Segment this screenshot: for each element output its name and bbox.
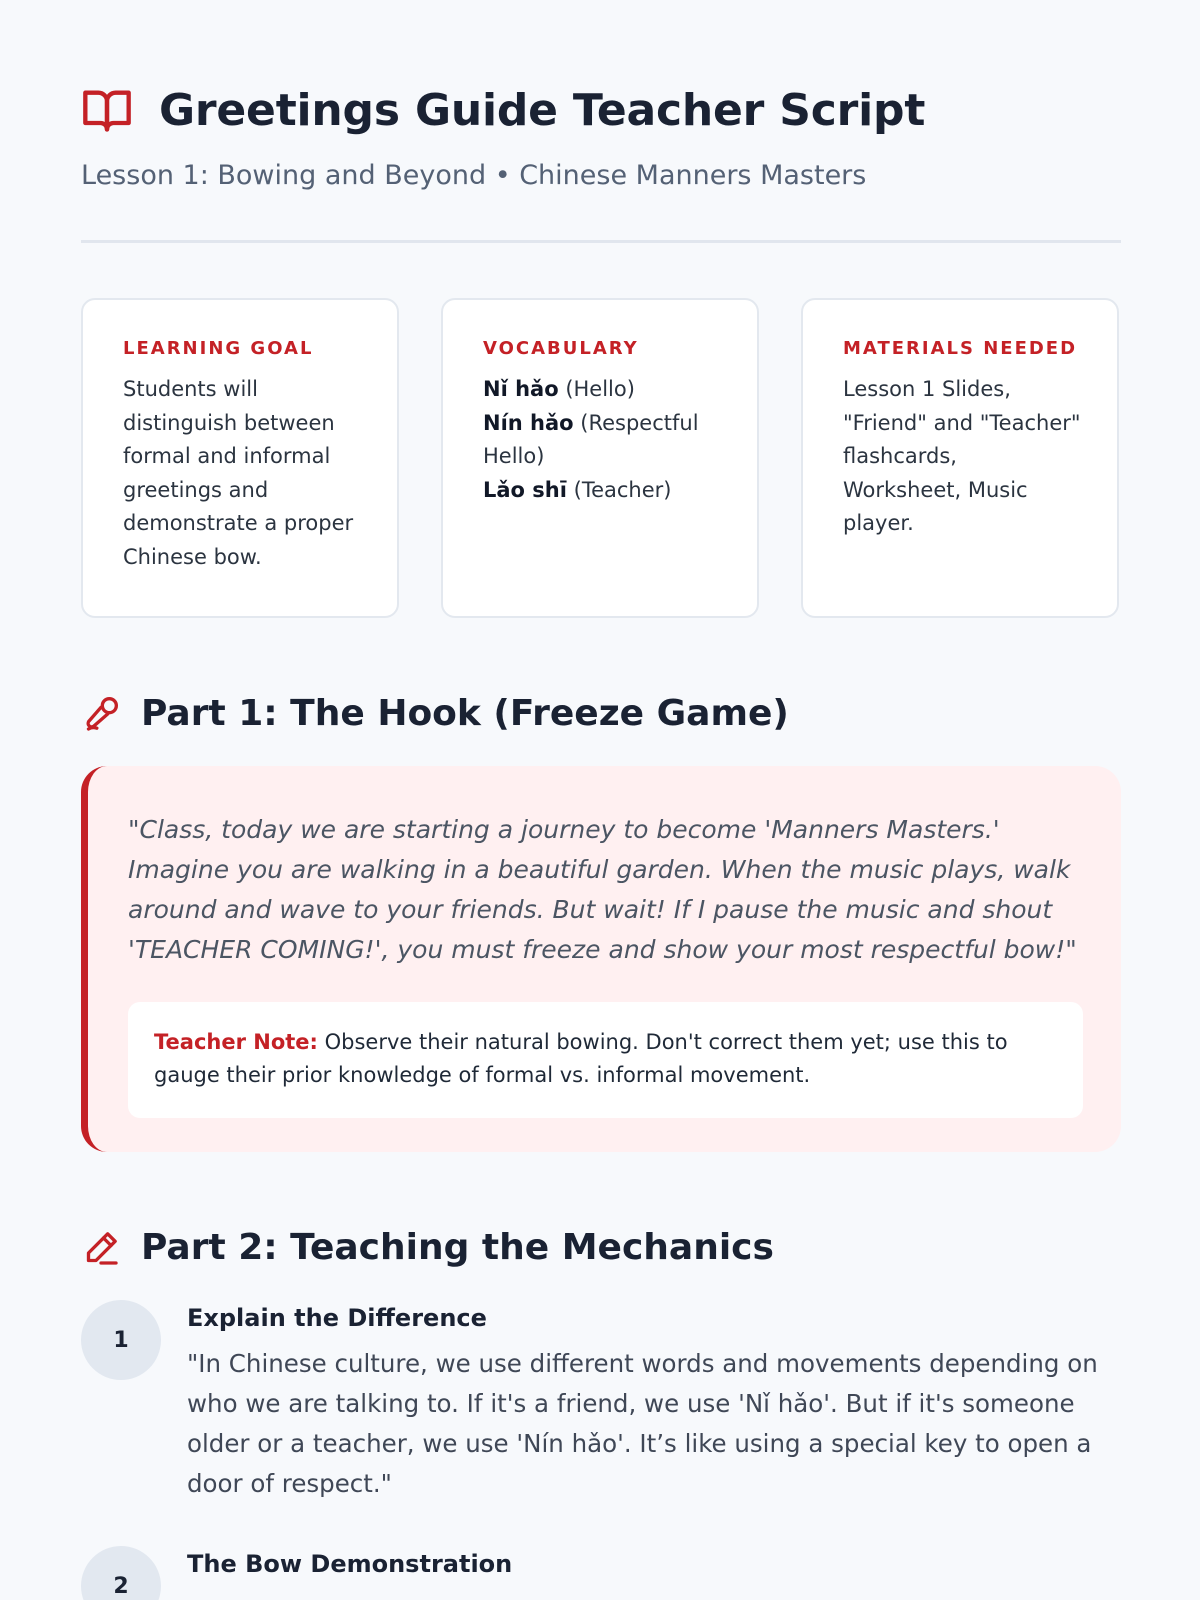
section-title: Part 2: Teaching the Mechanics [141, 1227, 774, 1268]
step-number: 1 [81, 1300, 161, 1380]
header-divider [81, 240, 1121, 243]
vocab-term: Nín hǎo [483, 410, 574, 435]
part2-heading [81, 1227, 774, 1268]
header [81, 84, 925, 136]
step-text: "In Chinese culture, we use different words and movements depending on who we are talking to. If it's a friend, we use 'Nǐ hǎo'. But if it's someone older or a teacher, we use 'Nín hǎo'. It’s like using a special key to open a door of respect." [187, 1349, 1098, 1498]
vocab-meaning: (Teacher) [566, 477, 672, 502]
microphone-icon [81, 694, 121, 734]
vocab-meaning: (Hello) [558, 377, 635, 401]
learning-goal-text: Students will distinguish between formal and informal greetings and demonstrate a proper Chinese bow. [123, 377, 354, 569]
card-label: VOCABULARY [483, 338, 639, 359]
vocab-term: Lǎo shī [483, 477, 567, 502]
vocab-term: Nǐ hǎo [483, 377, 559, 401]
vocab-item [483, 474, 721, 508]
section-title: Part 1: The Hook (Freeze Game) [141, 693, 789, 734]
vocab-meaning: (Respectful Hello) [483, 410, 699, 468]
card-label: MATERIALS NEEDED [843, 338, 1078, 359]
page-title: Greetings Guide Teacher Script [159, 84, 926, 136]
teacher-note-text: Observe their natural bowing. Don't correct them yet; use this to gauge their prior knowledge of formal vs. informal movement. [154, 1030, 1008, 1087]
step-body [187, 1300, 1117, 1504]
hook-script-quote: "Class, today we are starting a journey to become 'Manners Masters.' Imagine you are walking in a beautiful garden. When the music plays, walk around and wave to your friends. But wait! If I pause the music and shout 'TEACHER COMING!', you must freeze and show your most respectful bow!" [128, 815, 1077, 964]
hook-script-block [81, 766, 1121, 1152]
step-number: 2 [81, 1546, 161, 1600]
step-title: The Bow Demonstration [187, 1550, 513, 1578]
step-title: Explain the Difference [187, 1304, 487, 1332]
materials-card [801, 298, 1119, 618]
materials-text: Lesson 1 Slides, "Friend" and "Teacher" flashcards, Worksheet, Music player. [843, 377, 1081, 535]
card-label: LEARNING GOAL [123, 338, 314, 359]
page-subtitle: Lesson 1: Bowing and Beyond • Chinese Manners Masters [81, 160, 867, 191]
learning-goal-card [81, 298, 399, 618]
book-open-icon [81, 84, 133, 136]
teacher-note-label: Teacher Note: [154, 1030, 318, 1054]
info-cards [81, 298, 1121, 618]
vocabulary-list [483, 373, 721, 507]
vocab-item [483, 373, 721, 407]
vocabulary-card [441, 298, 759, 618]
vocab-item [483, 407, 721, 474]
teacher-note [128, 1002, 1083, 1118]
part1-heading [81, 693, 789, 734]
step-body [187, 1546, 1117, 1578]
pen-icon [81, 1228, 121, 1268]
